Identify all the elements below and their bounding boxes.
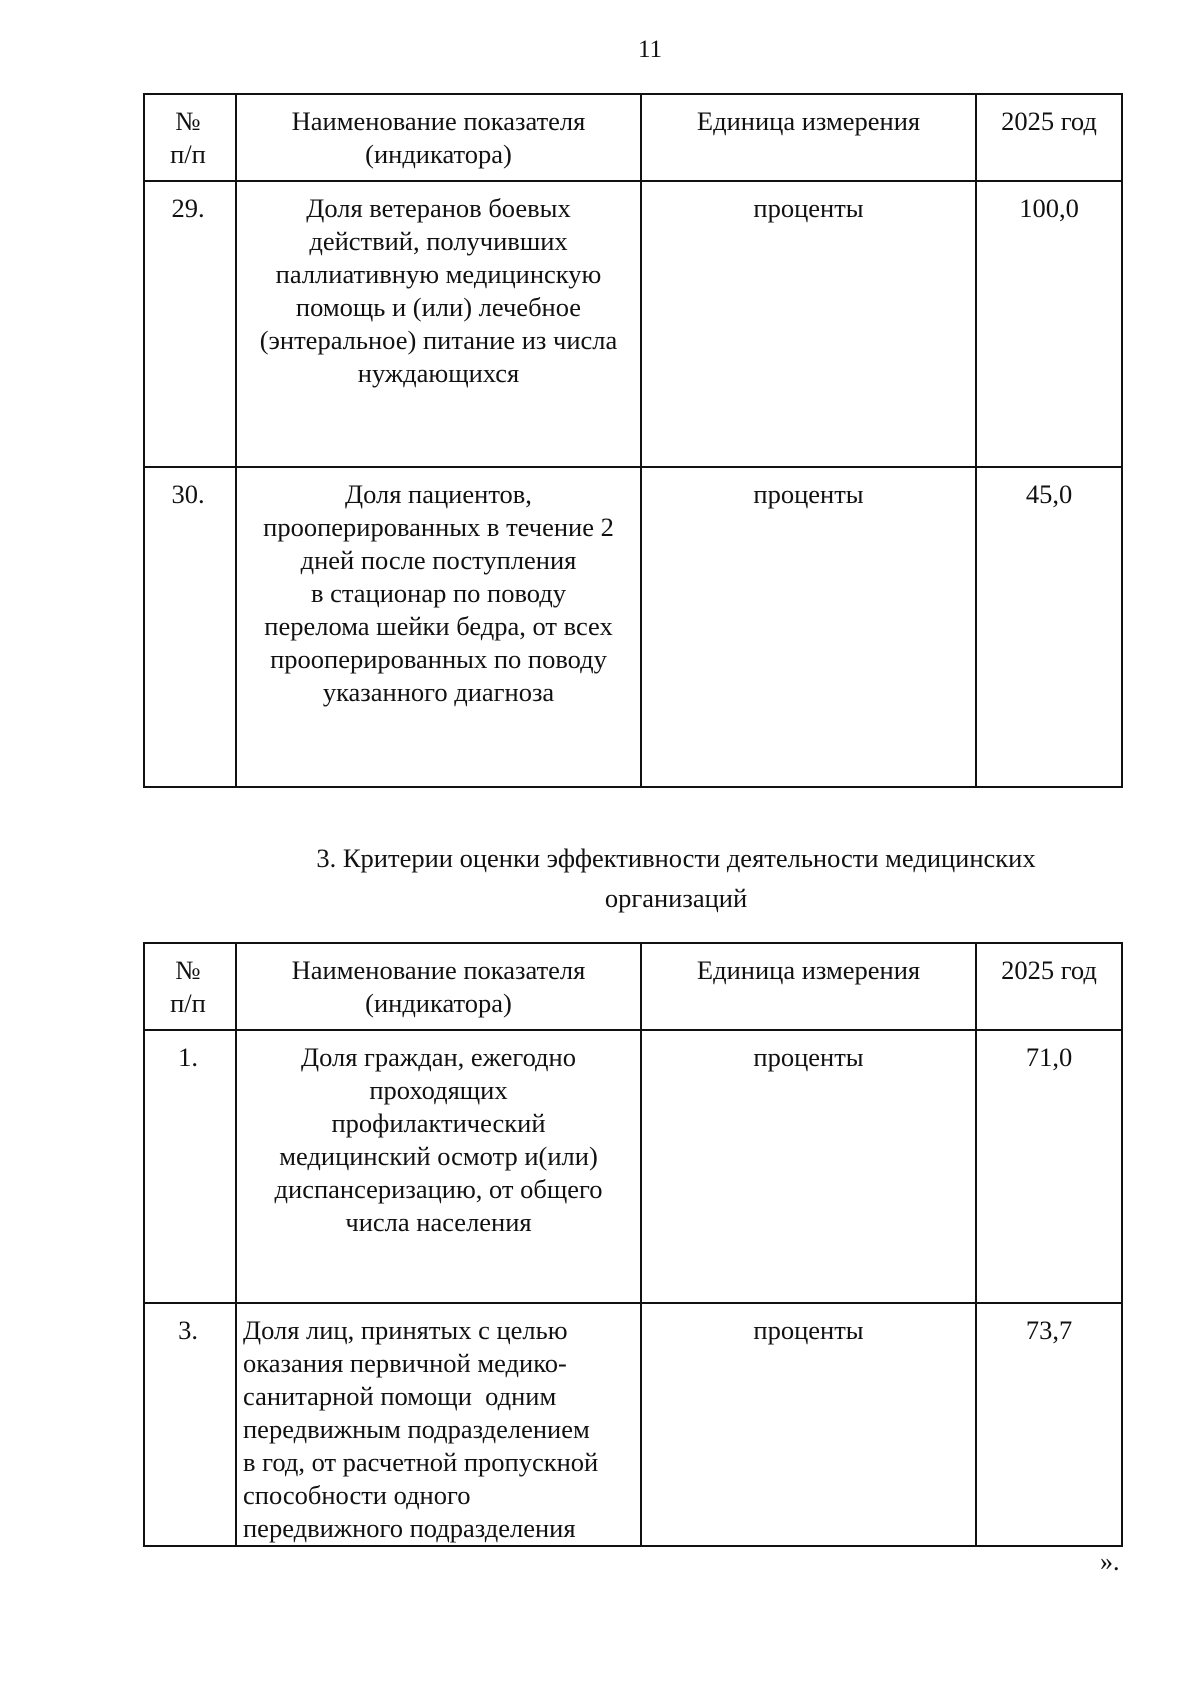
row-num-cell	[144, 1030, 236, 1303]
row-value: 71,0	[1025, 1042, 1073, 1072]
header-unit-text: Единица измерения	[696, 106, 921, 136]
header-cell-value	[976, 943, 1122, 1030]
row-name: Доля пациентов, прооперированных в течение 2 дней после поступления в стационар по поводу перелома шейки бедра, от всех прооперированных по поводу указанного диагноза	[263, 479, 614, 707]
header-cell-num	[144, 943, 236, 1030]
row-value-cell	[976, 467, 1122, 787]
header-name-text: Наименование показателя (индикатора)	[291, 106, 586, 169]
indicators-table-continued	[143, 93, 1123, 788]
table-row	[144, 467, 1122, 787]
table-row	[144, 1030, 1122, 1303]
row-name-cell	[236, 467, 641, 787]
closing-quote-mark: ».	[1100, 1547, 1120, 1576]
row-name-cell	[236, 1030, 641, 1303]
row-unit: проценты	[753, 1315, 864, 1345]
page-number: 11	[637, 36, 663, 63]
row-num: 1.	[178, 1042, 198, 1072]
header-num-text: № п/п	[170, 106, 206, 169]
row-value: 100,0	[1019, 193, 1079, 223]
row-value-cell	[976, 1303, 1122, 1546]
header-unit-text: Единица измерения	[696, 955, 921, 985]
table-header-row	[144, 94, 1122, 181]
row-name: Доля граждан, ежегодно проходящих профилактический медицинский осмотр и(или) диспансеризацию, от общего числа населения	[274, 1042, 603, 1237]
row-unit: проценты	[753, 1042, 864, 1072]
header-num-text: № п/п	[170, 955, 206, 1018]
header-cell-value	[976, 94, 1122, 181]
row-unit-cell	[641, 467, 976, 787]
row-unit: проценты	[753, 479, 864, 509]
header-name-text: Наименование показателя (индикатора)	[291, 955, 586, 1018]
row-name: Доля лиц, принятых с целью оказания первичной медико- санитарной помощи одним передвижным подразделением в год, от расчетной пропускной способности одного передвижного подразделения	[243, 1315, 599, 1543]
row-value: 45,0	[1025, 479, 1073, 509]
table-header-row	[144, 943, 1122, 1030]
row-value: 73,7	[1025, 1315, 1073, 1345]
row-num-cell	[144, 1303, 236, 1546]
row-unit-cell	[641, 1303, 976, 1546]
row-num: 29.	[171, 193, 205, 223]
header-cell-name	[236, 943, 641, 1030]
header-cell-unit	[641, 94, 976, 181]
row-unit: проценты	[753, 193, 864, 223]
section-heading: 3. Критерии оценки эффективности деятельности медицинских организаций	[316, 843, 1036, 913]
row-name-cell	[236, 181, 641, 467]
row-num: 30.	[171, 479, 205, 509]
row-value-cell	[976, 181, 1122, 467]
header-value-text: 2025 год	[1001, 955, 1097, 985]
header-cell-name	[236, 94, 641, 181]
table-row	[144, 1303, 1122, 1546]
row-unit-cell	[641, 181, 976, 467]
header-cell-num	[144, 94, 236, 181]
table-row	[144, 181, 1122, 467]
row-num-cell	[144, 467, 236, 787]
row-name-cell	[236, 1303, 641, 1546]
header-cell-unit	[641, 943, 976, 1030]
row-num: 3.	[178, 1315, 198, 1345]
row-value-cell	[976, 1030, 1122, 1303]
row-unit-cell	[641, 1030, 976, 1303]
row-name: Доля ветеранов боевых действий, получивших паллиативную медицинскую помощь и (или) лечебное (энтеральное) питание из числа нуждающихся	[259, 193, 618, 388]
row-num-cell	[144, 181, 236, 467]
efficiency-criteria-table	[143, 942, 1123, 1547]
header-value-text: 2025 год	[1001, 106, 1097, 136]
